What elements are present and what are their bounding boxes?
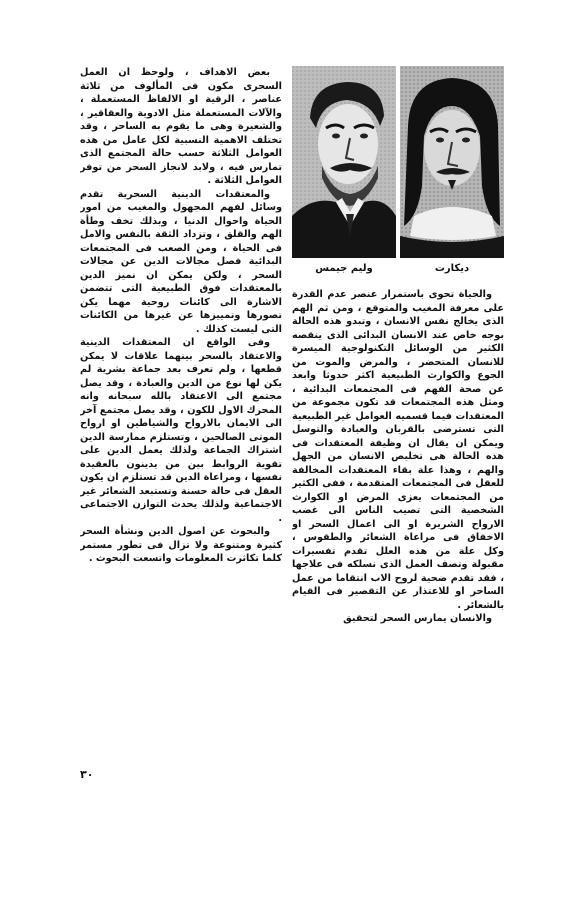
page-number: ٣٠ — [80, 768, 94, 781]
descartes-caption: ديكارت — [434, 263, 470, 274]
left-paragraph: وفى الواقع ان المعتقدات الدينية والاعتقاد بالسحر بينهما علاقات لا يمكن قطعها ، ولم تعرف بعد جماعة بشرية لم يكن لها نوع من الدين والعبادة ، وقد يصل مجتمع الى الاعتقاد بالله سبحانه وانه المحرك الاول للكون ، وقد يصل مجتمع آخر الى الايمان بالارواح والشياطين او ارواح الموتى الصالحين ، وتستلزم ممارسة الدين اشتراك الجماعة ولذلك يعمل الدين على تقوية الروابط بين من يدينون بالعقيدة نفسها ، ومراعاة الدين قد تستلزم ان يكون العقل فى حالة حسنة وتستبعد الشعائر غير الاجتماعية ولذلك يحدث التوازن الاجتماعى . — [80, 337, 282, 524]
right-column-text — [292, 288, 504, 784]
right-paragraph: والحياة تحوى باستمرار عنصر عدم القدرة على معرفة المغيب والمتوقع ، ومن ثم الهم الذى يخالج نفس الانسان ، وتبدو هذه الحالة بوجه خاص عند الانسان البدائى الذى ينقصه الكثير من الوسائل التكنولوجية الميسرة للانسان المتحضر ، والمرض والموت من الجوع والكوارث الطبيعية اكثر حدوثا وابعد عن صحة الفهم فى المجتمعات البدائية ، ومثل هذه المجتمعات قد تكون مجموعة من المعتقدات فيما قسميه العوامل غير الطبيعية التى تسترضى بالقربان والعبادة والتوسل ويمكن ان يقال ان وظيفة المعتقدات فى هذه الحالة هى تخليص الانسان من الجهل والهم ، وهذا علة بقاء المعتقدات المخالفة للعقل فى المجتمعات المتقدمة ، ففى الكثير من المجتمعات يعزى المرض او الكوارث الشخصية التى تصيب الناس الى غضب الارواح الشريرة او الى اعمال السحر او الاخفاق فى مراعاة الشعائر والطقوس ، وكل علة من هذه العلل تقدم تفسيرات مقبولة وتصف العمل الذى نسلكه فى علاجها ، فقد تقدم ضحية لروح الاب انتقاما من عمل الساحر او للاعتذار عن التقصير فى القيام بالشعائر . — [292, 289, 504, 611]
william-james-caption: وليم جيمس — [315, 263, 373, 274]
william-james-portrait — [292, 66, 396, 258]
right-paragraph: والانسان يمارس السحر لتحقيق — [343, 613, 492, 624]
left-paragraph: والمعتقدات الدينية السحرية تقدم وسائل لفهم المجهول والمغيب من امور الحياة واحوال الدنيا ، وبذلك تخف وطأة الهم والقلق ، وتزداد الثقة بالنفس والامل فى الحياة ، ومن الصعب فى المجتمعات البدائية فصل مجالات الدين عن مجالات السحر ، ولكن يمكن ان نميز الدين بالمعتقدات فوق الطبيعية التى تتضمن الاشارة الى كائنات روحية مهما يكن تصورها وتمييزها عن غيرها من الكائنات التى ليست كذلك . — [80, 188, 282, 335]
left-column-text — [80, 66, 282, 766]
portraits-block — [292, 66, 504, 280]
left-paragraph: والبحوث عن اصول الدين ونشأة السحر كثيرة ومتنوعة ولا تزال فى تطور مستمر كلما تكاثرت المعلومات واتسعت البحوث . — [80, 526, 282, 564]
descartes-portrait — [400, 66, 504, 258]
left-paragraph: بعض الاهداف ، ولوحظ ان العمل السحرى مكون فى المألوف من ثلاثة عناصر ، الرقية او الالفاظ المستعملة ، والآلات المستعملة مثل الادوية والعقاقير ، والشعيرة وهى ما يقوم به الساحر ، وقد تختلف الاهمية النسبية لكل عامل من هذه العوامل الثلاثة حسب حالة المجتمع الذى تمارس فيه ، ولابد لانجاز السحر من توفر العوامل الثلاثة . — [80, 67, 282, 186]
